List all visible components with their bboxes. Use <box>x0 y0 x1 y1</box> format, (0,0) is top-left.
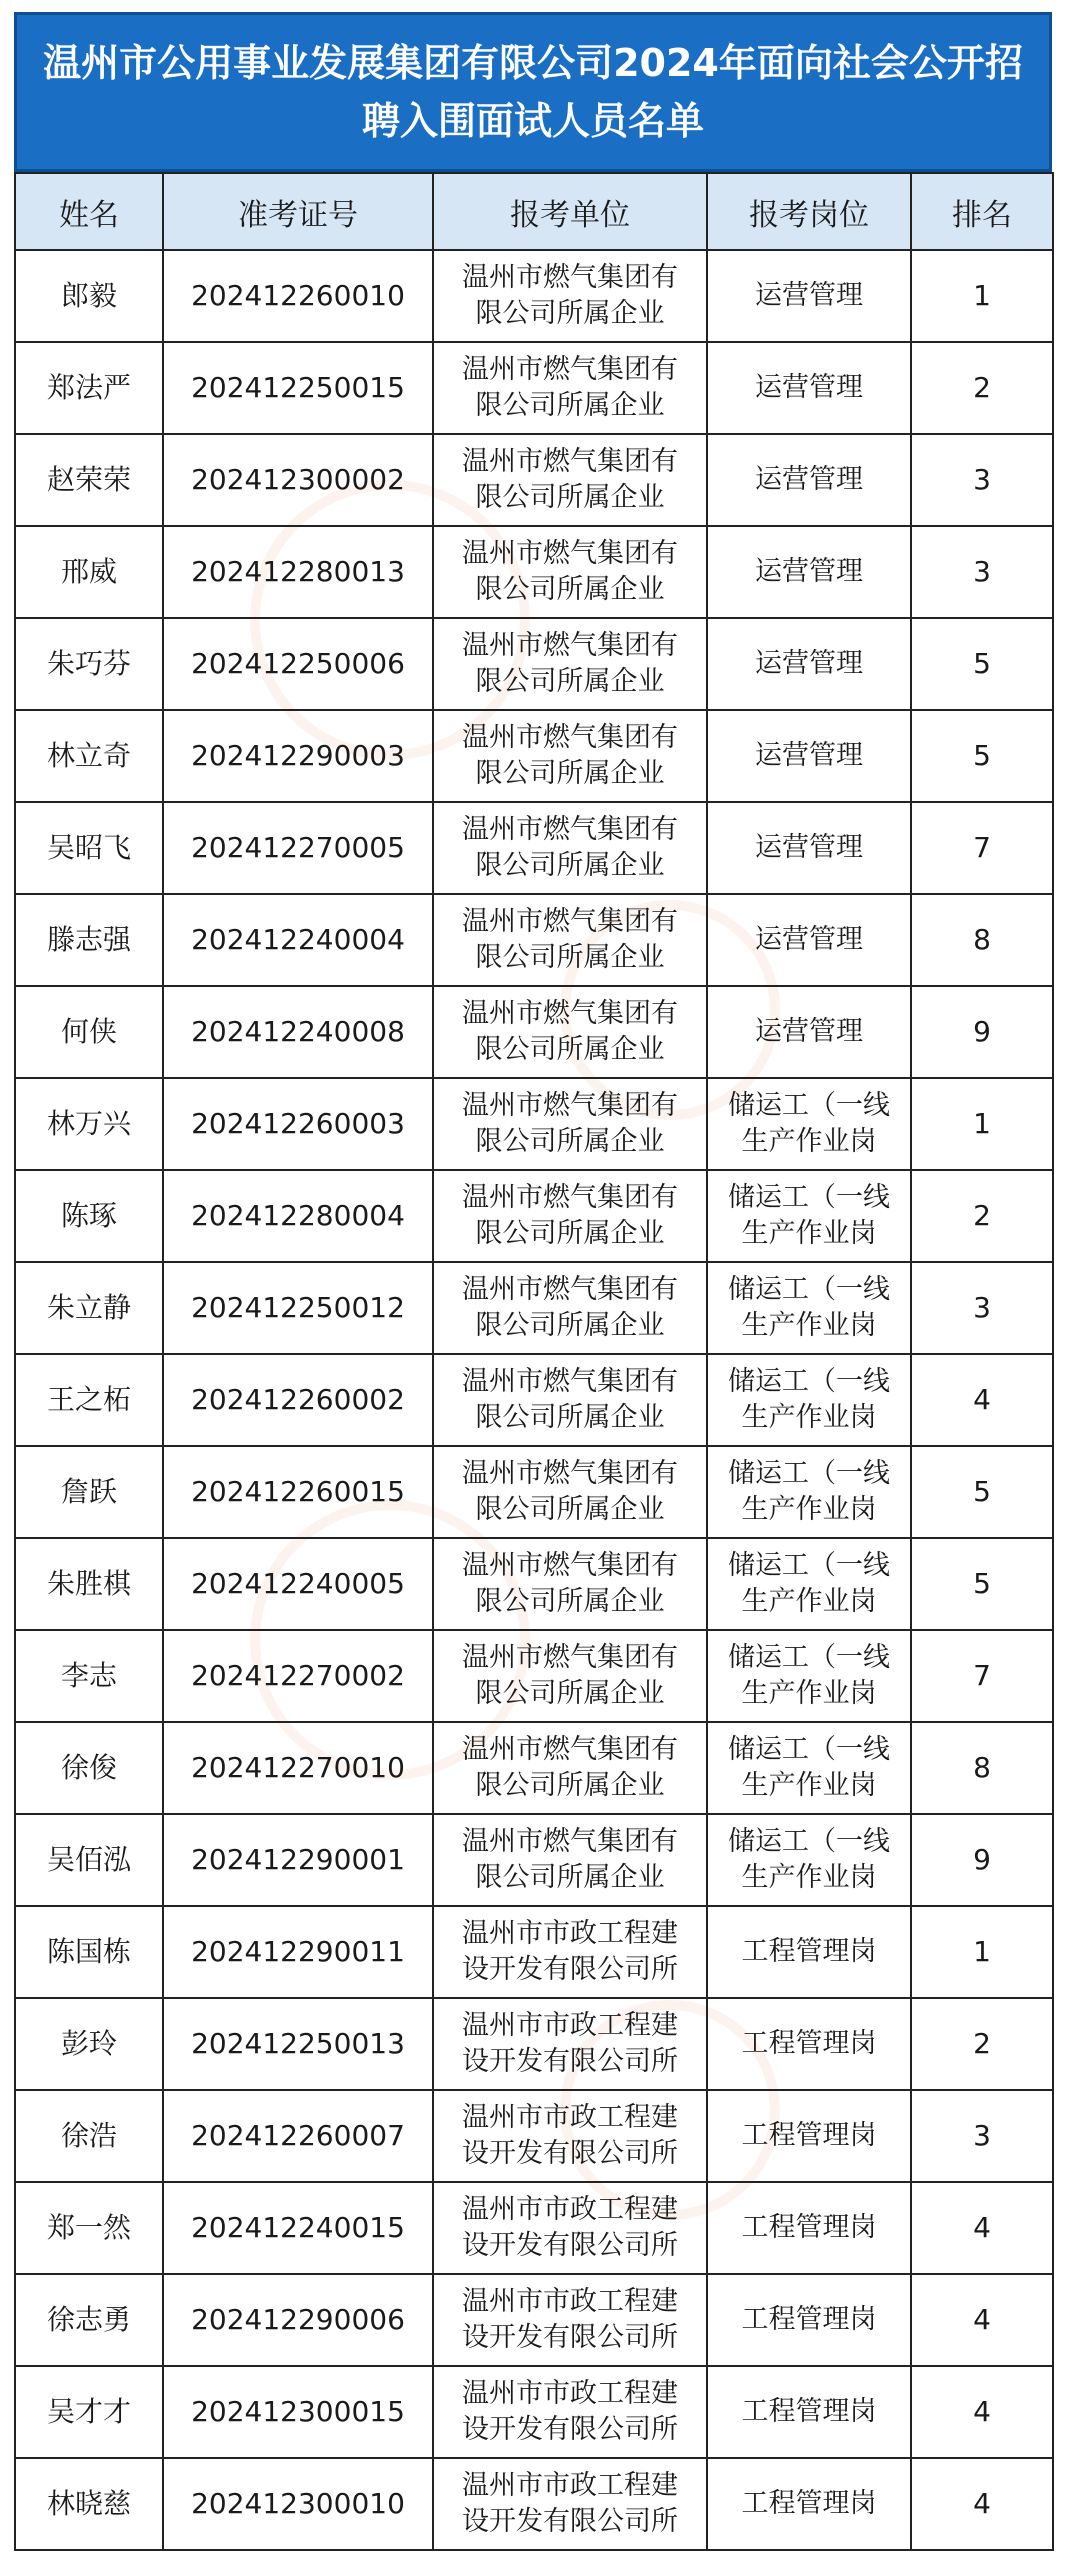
cell-name: 吴昭飞 <box>15 802 163 894</box>
cell-unit-line: 设开发有限公司所 <box>462 2322 678 2353</box>
header-rank: 排名 <box>911 173 1053 250</box>
cell-unit <box>433 894 707 986</box>
cell-unit-line: 温州市燃气集团有 <box>462 1182 678 1213</box>
cell-exam-id: 202412290006 <box>163 2274 433 2366</box>
cell-unit-line: 设开发有限公司所 <box>462 2230 678 2261</box>
cell-post-line: 运营管理 <box>755 740 863 771</box>
cell-name: 詹跃 <box>15 1446 163 1538</box>
cell-post-line: 工程管理岗 <box>741 2120 877 2151</box>
cell-post-line: 运营管理 <box>755 372 863 403</box>
cell-unit <box>433 1630 707 1722</box>
cell-unit-line: 温州市燃气集团有 <box>462 906 678 937</box>
cell-post <box>707 802 911 894</box>
cell-exam-id: 202412270010 <box>163 1722 433 1814</box>
table-row <box>15 1078 1053 1170</box>
cell-unit-line: 温州市市政工程建 <box>462 2286 678 2317</box>
cell-post-line: 生产作业岗 <box>741 1586 877 1617</box>
cell-name: 何侠 <box>15 986 163 1078</box>
table-row <box>15 1262 1053 1354</box>
cell-exam-id: 202412250013 <box>163 1998 433 2090</box>
cell-post <box>707 250 911 342</box>
cell-unit-line: 温州市市政工程建 <box>462 2194 678 2225</box>
cell-rank: 1 <box>911 250 1053 342</box>
cell-unit-line: 温州市市政工程建 <box>462 2010 678 2041</box>
cell-unit-line: 温州市燃气集团有 <box>462 538 678 569</box>
cell-unit-line: 限公司所属企业 <box>475 1586 665 1617</box>
header-post: 报考岗位 <box>707 173 911 250</box>
cell-unit-line: 限公司所属企业 <box>475 298 665 329</box>
cell-post-line: 储运工（一线 <box>728 1274 890 1305</box>
table-row <box>15 342 1053 434</box>
cell-rank: 7 <box>911 1630 1053 1722</box>
cell-exam-id: 202412240008 <box>163 986 433 1078</box>
table-row <box>15 1630 1053 1722</box>
cell-exam-id: 202412300002 <box>163 434 433 526</box>
table-row <box>15 2274 1053 2366</box>
cell-name: 徐志勇 <box>15 2274 163 2366</box>
table-row <box>15 1538 1053 1630</box>
cell-name: 徐浩 <box>15 2090 163 2182</box>
cell-post <box>707 1814 911 1906</box>
cell-post <box>707 986 911 1078</box>
cell-rank: 8 <box>911 1722 1053 1814</box>
table-row <box>15 1722 1053 1814</box>
cell-rank: 7 <box>911 802 1053 894</box>
cell-unit-line: 限公司所属企业 <box>475 666 665 697</box>
cell-post <box>707 2458 911 2550</box>
cell-post <box>707 1998 911 2090</box>
cell-rank: 4 <box>911 2458 1053 2550</box>
cell-exam-id: 202412250015 <box>163 342 433 434</box>
table-row <box>15 1354 1053 1446</box>
cell-name: 李志 <box>15 1630 163 1722</box>
cell-unit-line: 限公司所属企业 <box>475 850 665 881</box>
cell-post <box>707 1262 911 1354</box>
cell-post-line: 工程管理岗 <box>741 2488 877 2519</box>
cell-unit-line: 限公司所属企业 <box>475 1862 665 1893</box>
cell-post-line: 运营管理 <box>755 1016 863 1047</box>
cell-name: 郑一然 <box>15 2182 163 2274</box>
table-row <box>15 1998 1053 2090</box>
cell-name: 赵荣荣 <box>15 434 163 526</box>
cell-rank: 3 <box>911 2090 1053 2182</box>
cell-rank: 2 <box>911 342 1053 434</box>
header-unit: 报考单位 <box>433 173 707 250</box>
cell-exam-id: 202412260007 <box>163 2090 433 2182</box>
cell-name: 林万兴 <box>15 1078 163 1170</box>
cell-name: 吴才才 <box>15 2366 163 2458</box>
cell-name: 朱胜棋 <box>15 1538 163 1630</box>
cell-name: 朱巧芬 <box>15 618 163 710</box>
table-row <box>15 710 1053 802</box>
cell-unit-line: 温州市燃气集团有 <box>462 446 678 477</box>
cell-rank: 9 <box>911 986 1053 1078</box>
cell-unit <box>433 2458 707 2550</box>
cell-exam-id: 202412250006 <box>163 618 433 710</box>
cell-unit-line: 限公司所属企业 <box>475 942 665 973</box>
cell-rank: 3 <box>911 526 1053 618</box>
cell-unit-line: 限公司所属企业 <box>475 390 665 421</box>
cell-exam-id: 202412290001 <box>163 1814 433 1906</box>
cell-exam-id: 202412290011 <box>163 1906 433 1998</box>
cell-post-line: 工程管理岗 <box>741 2028 877 2059</box>
cell-rank: 3 <box>911 434 1053 526</box>
cell-post <box>707 1722 911 1814</box>
cell-exam-id: 202412260003 <box>163 1078 433 1170</box>
cell-post-line: 运营管理 <box>755 464 863 495</box>
cell-unit <box>433 434 707 526</box>
cell-rank: 4 <box>911 2182 1053 2274</box>
cell-post-line: 储运工（一线 <box>728 1642 890 1673</box>
cell-exam-id: 202412260010 <box>163 250 433 342</box>
cell-post-line: 储运工（一线 <box>728 1090 890 1121</box>
cell-name: 郑法严 <box>15 342 163 434</box>
cell-rank: 2 <box>911 1170 1053 1262</box>
cell-unit <box>433 342 707 434</box>
cell-post-line: 生产作业岗 <box>741 1862 877 1893</box>
cell-unit-line: 温州市市政工程建 <box>462 2378 678 2409</box>
cell-name: 徐俊 <box>15 1722 163 1814</box>
cell-unit <box>433 802 707 894</box>
cell-unit-line: 温州市燃气集团有 <box>462 1366 678 1397</box>
cell-name: 彭玲 <box>15 1998 163 2090</box>
cell-post-line: 运营管理 <box>755 924 863 955</box>
cell-unit-line: 温州市市政工程建 <box>462 1918 678 1949</box>
cell-unit-line: 温州市燃气集团有 <box>462 1642 678 1673</box>
cell-rank: 9 <box>911 1814 1053 1906</box>
cell-unit <box>433 250 707 342</box>
cell-unit <box>433 1078 707 1170</box>
cell-post <box>707 434 911 526</box>
cell-exam-id: 202412240005 <box>163 1538 433 1630</box>
cell-name: 林晓慈 <box>15 2458 163 2550</box>
table-row <box>15 1170 1053 1262</box>
cell-unit-line: 限公司所属企业 <box>475 1310 665 1341</box>
table-row <box>15 2090 1053 2182</box>
table-row <box>15 2182 1053 2274</box>
cell-unit <box>433 526 707 618</box>
cell-name: 邢威 <box>15 526 163 618</box>
table-body <box>15 250 1053 2550</box>
cell-rank: 3 <box>911 1262 1053 1354</box>
cell-unit-line: 温州市燃气集团有 <box>462 722 678 753</box>
cell-post <box>707 342 911 434</box>
header-exam-id: 准考证号 <box>163 173 433 250</box>
cell-unit-line: 限公司所属企业 <box>475 1770 665 1801</box>
cell-name: 陈琢 <box>15 1170 163 1262</box>
cell-unit <box>433 1722 707 1814</box>
cell-unit-line: 限公司所属企业 <box>475 1218 665 1249</box>
cell-exam-id: 202412250012 <box>163 1262 433 1354</box>
cell-post <box>707 2274 911 2366</box>
cell-post-line: 储运工（一线 <box>728 1734 890 1765</box>
cell-unit <box>433 1262 707 1354</box>
table-row <box>15 618 1053 710</box>
cell-rank: 4 <box>911 2274 1053 2366</box>
cell-unit <box>433 2366 707 2458</box>
cell-unit-line: 温州市燃气集团有 <box>462 1550 678 1581</box>
cell-rank: 5 <box>911 1538 1053 1630</box>
cell-unit-line: 温州市燃气集团有 <box>462 998 678 1029</box>
cell-post-line: 工程管理岗 <box>741 2304 877 2335</box>
cell-rank: 5 <box>911 1446 1053 1538</box>
cell-exam-id: 202412260015 <box>163 1446 433 1538</box>
cell-post-line: 运营管理 <box>755 648 863 679</box>
cell-unit-line: 温州市燃气集团有 <box>462 262 678 293</box>
cell-unit-line: 温州市市政工程建 <box>462 2470 678 2501</box>
cell-unit-line: 温州市燃气集团有 <box>462 630 678 661</box>
cell-unit-line: 温州市燃气集团有 <box>462 1734 678 1765</box>
table-row <box>15 894 1053 986</box>
cell-post-line: 生产作业岗 <box>741 1402 877 1433</box>
cell-post-line: 生产作业岗 <box>741 1678 877 1709</box>
cell-post-line: 储运工（一线 <box>728 1182 890 1213</box>
cell-unit <box>433 710 707 802</box>
cell-post-line: 工程管理岗 <box>741 2212 877 2243</box>
header-name: 姓名 <box>15 173 163 250</box>
table-header-row <box>15 173 1053 250</box>
cell-unit <box>433 986 707 1078</box>
cell-post <box>707 1078 911 1170</box>
cell-unit-line: 温州市燃气集团有 <box>462 354 678 385</box>
cell-rank: 5 <box>911 618 1053 710</box>
cell-post <box>707 526 911 618</box>
cell-post-line: 工程管理岗 <box>741 2396 877 2427</box>
cell-unit-line: 限公司所属企业 <box>475 482 665 513</box>
cell-rank: 1 <box>911 1906 1053 1998</box>
cell-post <box>707 1538 911 1630</box>
cell-exam-id: 202412270002 <box>163 1630 433 1722</box>
cell-exam-id: 202412300010 <box>163 2458 433 2550</box>
cell-unit-line: 限公司所属企业 <box>475 1126 665 1157</box>
cell-unit-line: 限公司所属企业 <box>475 1678 665 1709</box>
cell-unit <box>433 1354 707 1446</box>
cell-exam-id: 202412270005 <box>163 802 433 894</box>
cell-unit <box>433 2090 707 2182</box>
cell-post <box>707 710 911 802</box>
cell-exam-id: 202412280004 <box>163 1170 433 1262</box>
cell-unit <box>433 2182 707 2274</box>
cell-unit <box>433 1170 707 1262</box>
page-title: 温州市公用事业发展集团有限公司2024年面向社会公开招聘入围面试人员名单 <box>14 12 1052 172</box>
cell-unit-line: 设开发有限公司所 <box>462 2414 678 2445</box>
cell-post <box>707 1170 911 1262</box>
cell-unit-line: 温州市燃气集团有 <box>462 1826 678 1857</box>
cell-exam-id: 202412260002 <box>163 1354 433 1446</box>
table-row <box>15 2366 1053 2458</box>
cell-post-line: 生产作业岗 <box>741 1770 877 1801</box>
document-sheet <box>14 12 1052 2551</box>
cell-unit-line: 温州市燃气集团有 <box>462 814 678 845</box>
table-row <box>15 802 1053 894</box>
table-row <box>15 1906 1053 1998</box>
cell-unit-line: 限公司所属企业 <box>475 1402 665 1433</box>
cell-unit <box>433 1906 707 1998</box>
cell-post <box>707 1354 911 1446</box>
cell-post-line: 运营管理 <box>755 280 863 311</box>
cell-rank: 1 <box>911 1078 1053 1170</box>
cell-name: 陈国栋 <box>15 1906 163 1998</box>
cell-unit-line: 设开发有限公司所 <box>462 1954 678 1985</box>
cell-rank: 4 <box>911 2366 1053 2458</box>
cell-unit <box>433 1446 707 1538</box>
table-row <box>15 1446 1053 1538</box>
cell-name: 滕志强 <box>15 894 163 986</box>
cell-post-line: 储运工（一线 <box>728 1458 890 1489</box>
cell-unit-line: 设开发有限公司所 <box>462 2506 678 2537</box>
cell-unit-line: 限公司所属企业 <box>475 574 665 605</box>
cell-exam-id: 202412300015 <box>163 2366 433 2458</box>
table-row <box>15 526 1053 618</box>
cell-post-line: 储运工（一线 <box>728 1550 890 1581</box>
cell-exam-id: 202412240015 <box>163 2182 433 2274</box>
cell-post <box>707 1446 911 1538</box>
cell-name: 朱立静 <box>15 1262 163 1354</box>
table-row <box>15 434 1053 526</box>
cell-unit-line: 设开发有限公司所 <box>462 2046 678 2077</box>
cell-name: 郎毅 <box>15 250 163 342</box>
cell-post <box>707 2090 911 2182</box>
cell-post-line: 运营管理 <box>755 832 863 863</box>
cell-rank: 8 <box>911 894 1053 986</box>
cell-unit-line: 温州市燃气集团有 <box>462 1458 678 1489</box>
cell-post <box>707 2366 911 2458</box>
cell-post-line: 生产作业岗 <box>741 1218 877 1249</box>
cell-exam-id: 202412280013 <box>163 526 433 618</box>
cell-post-line: 储运工（一线 <box>728 1826 890 1857</box>
table-row <box>15 986 1053 1078</box>
cell-exam-id: 202412240004 <box>163 894 433 986</box>
table-row <box>15 250 1053 342</box>
cell-post-line: 工程管理岗 <box>741 1936 877 1967</box>
cell-exam-id: 202412290003 <box>163 710 433 802</box>
cell-post-line: 生产作业岗 <box>741 1310 877 1341</box>
cell-unit-line: 限公司所属企业 <box>475 1494 665 1525</box>
table-row <box>15 1814 1053 1906</box>
candidate-table <box>14 172 1054 2551</box>
cell-rank: 5 <box>911 710 1053 802</box>
cell-unit-line: 温州市燃气集团有 <box>462 1274 678 1305</box>
cell-unit <box>433 1538 707 1630</box>
cell-unit <box>433 618 707 710</box>
cell-post-line: 储运工（一线 <box>728 1366 890 1397</box>
cell-name: 王之柘 <box>15 1354 163 1446</box>
cell-unit-line: 温州市燃气集团有 <box>462 1090 678 1121</box>
cell-unit-line: 限公司所属企业 <box>475 1034 665 1065</box>
cell-post <box>707 1906 911 1998</box>
cell-name: 吴佰泓 <box>15 1814 163 1906</box>
cell-post-line: 运营管理 <box>755 556 863 587</box>
cell-unit-line: 设开发有限公司所 <box>462 2138 678 2169</box>
cell-unit <box>433 1998 707 2090</box>
cell-name: 林立奇 <box>15 710 163 802</box>
cell-post <box>707 894 911 986</box>
cell-unit-line: 限公司所属企业 <box>475 758 665 789</box>
cell-unit <box>433 1814 707 1906</box>
cell-post <box>707 618 911 710</box>
cell-rank: 4 <box>911 1354 1053 1446</box>
cell-post <box>707 1630 911 1722</box>
cell-unit-line: 温州市市政工程建 <box>462 2102 678 2133</box>
cell-unit <box>433 2274 707 2366</box>
cell-post-line: 生产作业岗 <box>741 1494 877 1525</box>
cell-rank: 2 <box>911 1998 1053 2090</box>
cell-post <box>707 2182 911 2274</box>
cell-post-line: 生产作业岗 <box>741 1126 877 1157</box>
table-row <box>15 2458 1053 2550</box>
